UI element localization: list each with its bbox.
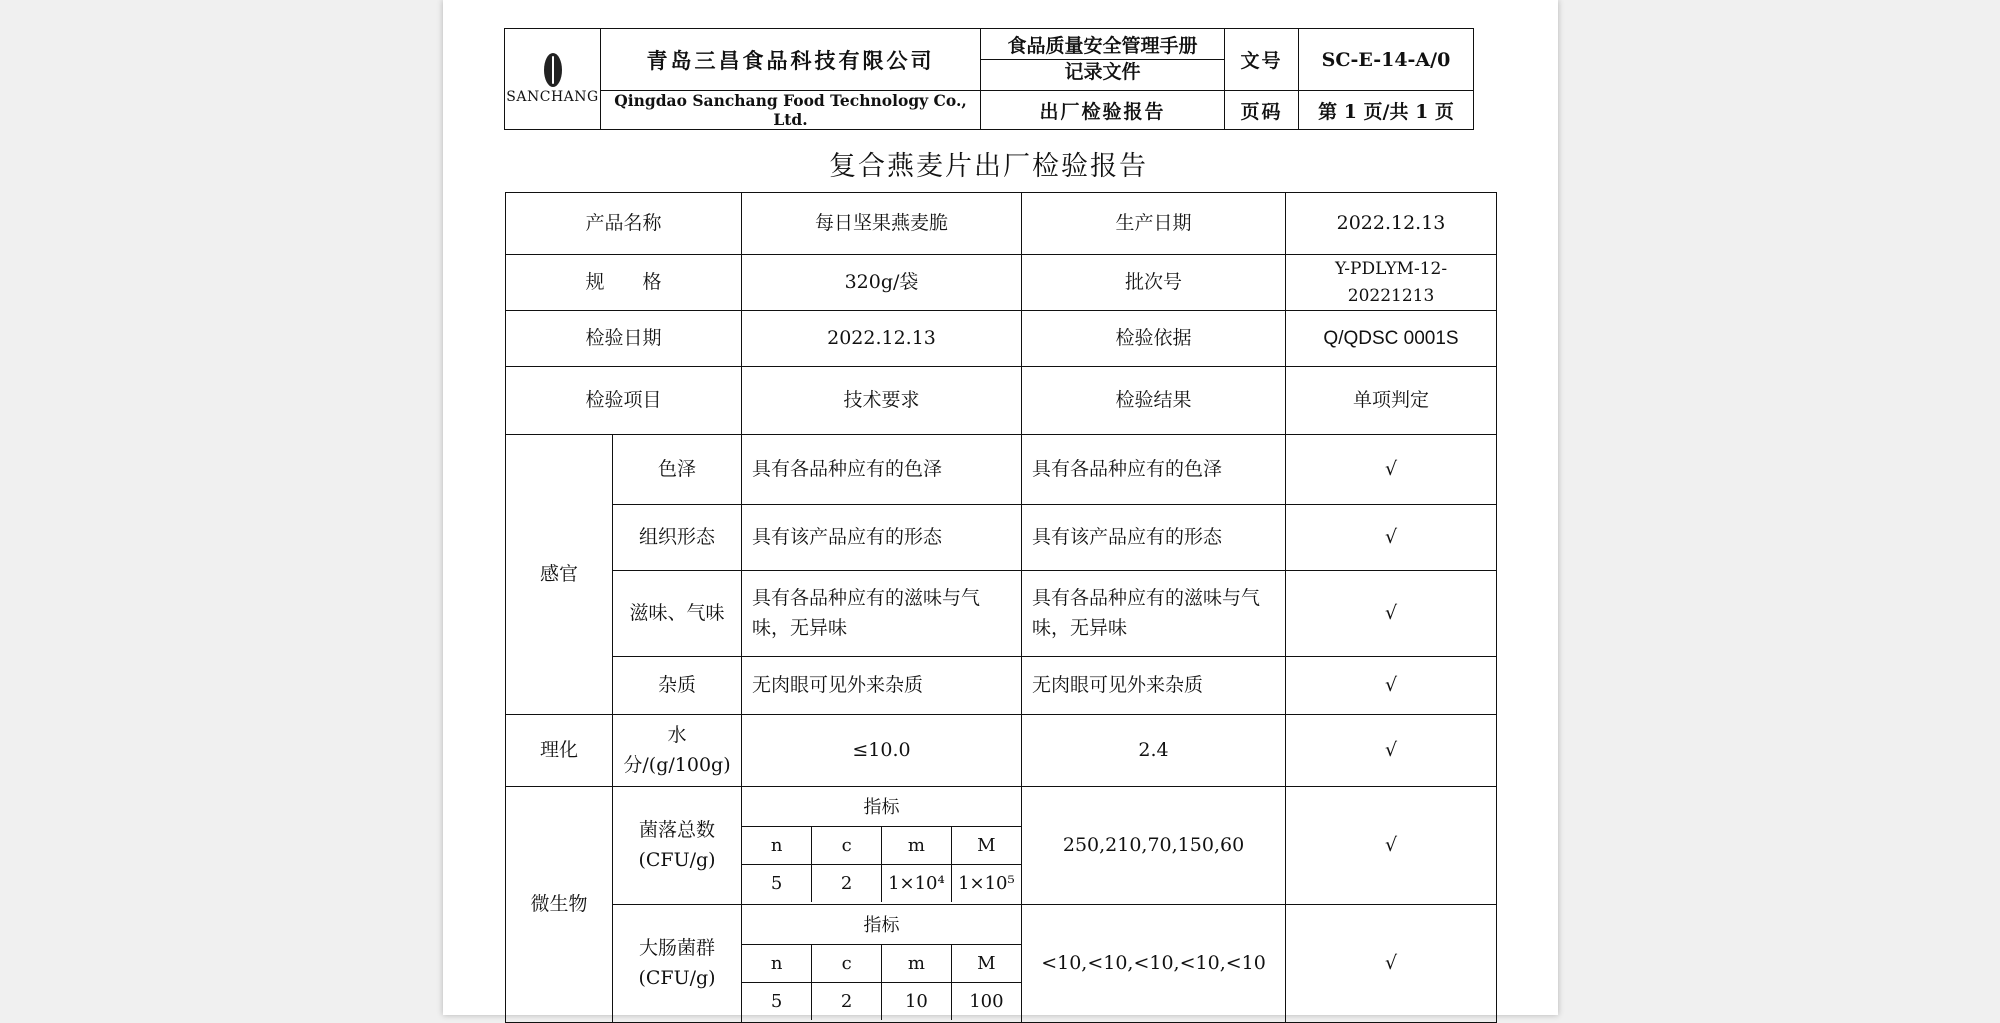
sensory-requirement: 具有各品种应有的滋味与气味，无异味 [742, 571, 1022, 657]
judgement-check: √ [1286, 715, 1497, 787]
table-row [506, 193, 1497, 255]
judgement-check: √ [1286, 905, 1497, 1023]
micro-index-cell [742, 905, 1022, 1023]
index-label: 指标 [742, 907, 1021, 945]
sensory-group: 感官 [506, 435, 613, 715]
micro-index-cell [742, 787, 1022, 905]
sensory-requirement: 具有该产品应有的形态 [742, 505, 1022, 571]
sensory-result: 具有该产品应有的形态 [1022, 505, 1286, 571]
index-m: 10 [882, 983, 952, 1021]
micro-index-table [742, 789, 1021, 902]
sensory-result: 无肉眼可见外来杂质 [1022, 657, 1286, 715]
judgement-check: √ [1286, 435, 1497, 505]
table-row [506, 367, 1497, 435]
manual-title: 食品质量安全管理手册 [1007, 35, 1198, 58]
index-n-header: n [742, 827, 812, 865]
micro-result: <10,<10,<10,<10,<10 [1022, 905, 1286, 1023]
company-name-cn: 青岛三昌食品科技有限公司 [601, 29, 981, 91]
report-name: 出厂检验报告 [981, 91, 1225, 130]
logo-text: SANCHANG [506, 89, 599, 105]
micro-item: 大肠菌群(CFU/g) [613, 905, 742, 1023]
index-c-header: c [812, 945, 882, 983]
inspection-table [505, 192, 1497, 1023]
index-M-header: M [951, 945, 1021, 983]
document-header [504, 28, 1474, 130]
doc-number: SC-E-14-A/0 [1299, 29, 1474, 91]
col-header-requirement: 技术要求 [742, 367, 1022, 435]
company-logo [505, 29, 601, 130]
index-m: 1×10⁴ [882, 865, 952, 903]
judgement-check: √ [1286, 505, 1497, 571]
sensory-requirement: 无肉眼可见外来杂质 [742, 657, 1022, 715]
table-row [506, 905, 1497, 1023]
doc-number-label: 文号 [1225, 29, 1299, 91]
judgement-check: √ [1286, 571, 1497, 657]
sensory-item: 组织形态 [613, 505, 742, 571]
micro-group: 微生物 [506, 787, 613, 1023]
micro-index-table [742, 907, 1021, 1020]
coffee-bean-icon [544, 53, 562, 87]
judgement-check: √ [1286, 787, 1497, 905]
table-row [506, 505, 1497, 571]
page-title: 复合燕麦片出厂检验报告 [829, 151, 1148, 182]
index-n-header: n [742, 945, 812, 983]
judgement-check: √ [1286, 657, 1497, 715]
col-header-item: 检验项目 [506, 367, 742, 435]
moisture-item: 水分/(g/100g) [613, 715, 742, 787]
index-M: 100 [951, 983, 1021, 1021]
col-header-result: 检验结果 [1022, 367, 1286, 435]
sensory-item: 杂质 [613, 657, 742, 715]
manual-title-cell [981, 29, 1225, 91]
physchem-group: 理化 [506, 715, 613, 787]
company-name-en: Qingdao Sanchang Food Technology Co., Ltd. [601, 91, 981, 130]
sensory-result: 具有各品种应有的色泽 [1022, 435, 1286, 505]
production-date-label: 生产日期 [1022, 193, 1286, 255]
col-header-judgement: 单项判定 [1286, 367, 1497, 435]
table-row [506, 571, 1497, 657]
sensory-result: 具有各品种应有的滋味与气味，无异味 [1022, 571, 1286, 657]
index-c-header: c [812, 827, 882, 865]
index-m-header: m [882, 945, 952, 983]
spec: 320g/袋 [742, 255, 1022, 311]
inspection-date-label: 检验日期 [506, 311, 742, 367]
spec-label: 规 格 [506, 255, 742, 311]
page-value: 第 1 页/共 1 页 [1299, 91, 1474, 130]
table-row [506, 311, 1497, 367]
moisture-result: 2.4 [1022, 715, 1286, 787]
table-row [506, 715, 1497, 787]
micro-item: 菌落总数(CFU/g) [613, 787, 742, 905]
index-M: 1×10⁵ [951, 865, 1021, 903]
production-date: 2022.12.13 [1286, 193, 1497, 255]
inspection-date: 2022.12.13 [742, 311, 1022, 367]
record-file-label: 记录文件 [981, 59, 1224, 85]
moisture-requirement: ≤10.0 [742, 715, 1022, 787]
product-name: 每日坚果燕麦脆 [742, 193, 1022, 255]
index-label: 指标 [742, 789, 1021, 827]
index-c: 2 [812, 983, 882, 1021]
product-name-label: 产品名称 [506, 193, 742, 255]
table-row [506, 435, 1497, 505]
table-row [506, 787, 1497, 905]
sensory-item: 滋味、气味 [613, 571, 742, 657]
index-n: 5 [742, 983, 812, 1021]
index-n: 5 [742, 865, 812, 903]
index-c: 2 [812, 865, 882, 903]
sensory-requirement: 具有各品种应有的色泽 [742, 435, 1022, 505]
batch-label: 批次号 [1022, 255, 1286, 311]
page-label: 页码 [1225, 91, 1299, 130]
micro-result: 250,210,70,150,60 [1022, 787, 1286, 905]
table-row [506, 657, 1497, 715]
index-M-header: M [951, 827, 1021, 865]
table-row [506, 255, 1497, 311]
index-m-header: m [882, 827, 952, 865]
sensory-item: 色泽 [613, 435, 742, 505]
inspection-basis: Q/QDSC 0001S [1286, 311, 1497, 367]
inspection-basis-label: 检验依据 [1022, 311, 1286, 367]
batch-number: Y-PDLYM-12-20221213 [1286, 255, 1497, 311]
